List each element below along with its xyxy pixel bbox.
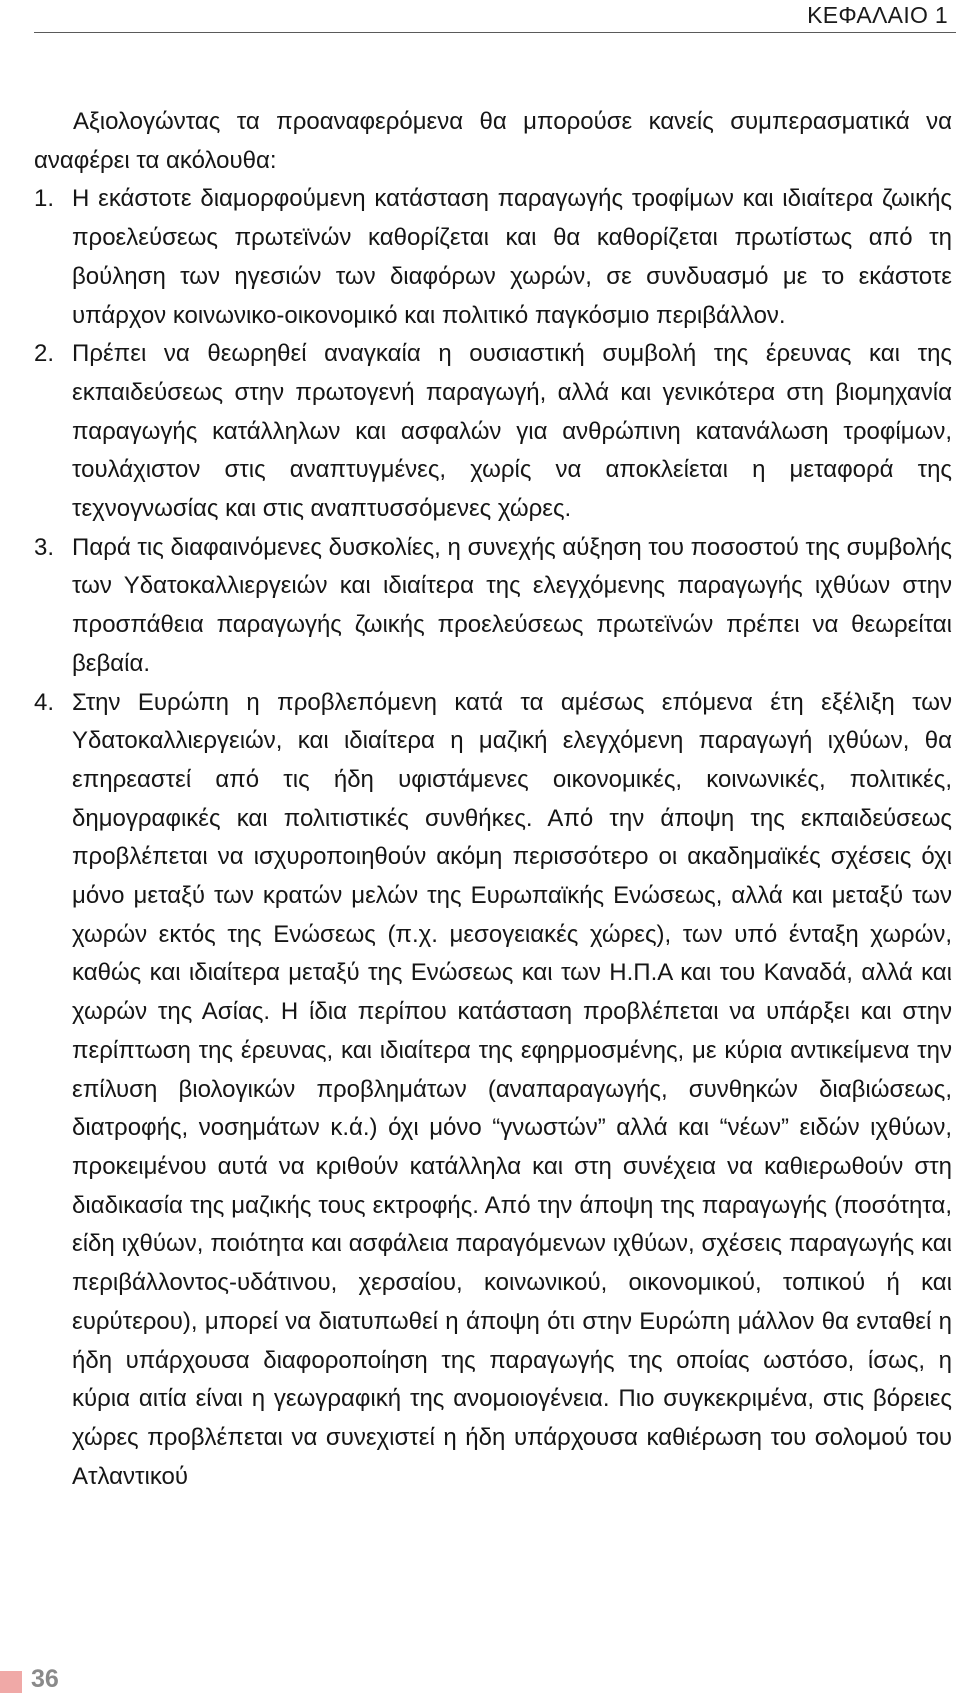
intro-paragraph: Αξιολογώντας τα προαναφερόμενα θα μπορούσε κανείς συμπερασματικά να αναφέρει τα ακόλουθα: bbox=[34, 108, 952, 174]
list-item bbox=[34, 529, 952, 684]
list-item-text: Η εκάστοτε διαμορφούμενη κατάσταση παραγωγής τροφίμων και ιδιαίτερα ζωικής προελεύσεως πρωτεϊνών καθορίζεται και θα καθορίζεται πρωτίστως από τη βούληση των ηγεσιών των διαφόρων χωρών, σε συνδυασμό με το εκάστοτε υπάρχον κοινωνικο-οικονομικό και πολιτικό παγκόσμιο περιβάλλον. bbox=[72, 185, 952, 329]
chapter-title: ΚΕΦΑΛΑΙΟ 1 bbox=[807, 2, 948, 28]
list-item-number: 1. bbox=[34, 185, 55, 213]
list-item-text: Πρέπει να θεωρηθεί αναγκαία η ουσιαστική συμβολή της έρευνας και της εκπαιδεύσεως στην πρωτογενή παραγωγή, αλλά και γενικότερα στη βιομηχανία παραγωγής κατάλληλων και ασφαλών για ανθρώπινη κατανάλωση τροφίμων, τουλάχιστον στις αναπτυγμένες, χωρίς να αποκλείεται η μεταφορά της τεχνογνωσίας και στις αναπτυσσόμενες χώρες. bbox=[72, 340, 952, 523]
page-footer bbox=[0, 1665, 200, 1697]
page-number: 36 bbox=[31, 1665, 59, 1693]
page-marker bbox=[0, 1671, 22, 1693]
list-item bbox=[34, 180, 952, 335]
list-item-text: Παρά τις διαφαινόμενες δυσκολίες, η συνεχής αύξηση του ποσοστού της συμβολής των Υδατοκαλλιεργειών και ιδιαίτερα της ελεγχόμενης παραγωγής ιχθύων στην προσπάθεια παραγωγής ζωικής προελεύσεως πρωτεϊνών πρέπει να θεωρείται βεβαία. bbox=[72, 533, 952, 677]
list-item-text: Στην Ευρώπη η προβλεπόμενη κατά τα αμέσως επόμενα έτη εξέλιξη των Υδατοκαλλιεργειών, και ιδιαίτερα η μαζική ελεγχόμενη παραγωγή ιχθύων, θα επηρεαστεί από τις ήδη υφιστάμενες οικονομικές, κοινωνικές, πολιτικές, δημογραφικές και πολιτιστικές συνθήκες. Από την άποψη της εκπαιδεύσεως προβλέπεται να ισχυροποιηθούν ακόμη περισσότερο οι ακαδημαϊκές σχέσεις όχι μόνο μεταξύ των κρατών μελών της Ευρωπαϊκής Ενώσεως, αλλά και μεταξύ των χωρών εκτός της Ενώσεως (π.χ. μεσογειακές χώρες), των υπό ένταξη χωρών, καθώς και ιδιαίτερα μεταξύ της Ενώσεως και των Η.Π.Α και του Καναδά, αλλά και χωρών της Ασίας. Η ίδια περίπου κατάσταση προβλέπεται να υπάρξει και στην περίπτωση της έρευνας, και ιδιαίτερα της εφηρμοσμένης, με κύρια αντικείμενα την επίλυση βιολογικών προβλημάτων (αναπαραγωγής, συνθηκών διαβιώσεως, διατροφής, νοσημάτων κ.ά.) όχι μόνο “γνωστών” αλλά και “νέων” ειδών ιχθύων, προκειμένου αυτά να κριθούν κατάλληλα και στη συνέχεια να καθιερωθούν στη διαδικασία της μαζικής τους εκτροφής. Από την άποψη της παραγωγής (ποσότητα, είδη ιχθύων, ποιότητα και ασφάλεια παραγόμενων ιχθύων, σχέσεις παραγωγής και περιβάλλοντος-υδάτινου, χερσαίου, κοινωνικού, οικονομικού, τοπικού ή και ευρύτερου), μπορεί να διατυπωθεί η άποψη ότι στην Ευρώπη μάλλον θα ενταθεί η ήδη υπάρχουσα διαφοροποίηση της παραγωγής της οποίας ωστόσο, ίσως, η κύρια αιτία είναι η γεωγραφική της ανομοιογένεια. Πιο συγκεκριμένα, στις βόρειες χώρες προβλέπεται να συνεχιστεί η ήδη υπάρχουσα καθιέρωση του σολομού του Ατλαντικού bbox=[72, 688, 952, 1490]
running-header bbox=[34, 0, 956, 33]
list-item bbox=[34, 335, 952, 529]
list-item bbox=[34, 684, 952, 1497]
body-text bbox=[34, 103, 952, 1496]
list-item-number: 2. bbox=[34, 340, 55, 368]
list-item-number: 3. bbox=[34, 533, 55, 561]
list-item-number: 4. bbox=[34, 688, 55, 716]
